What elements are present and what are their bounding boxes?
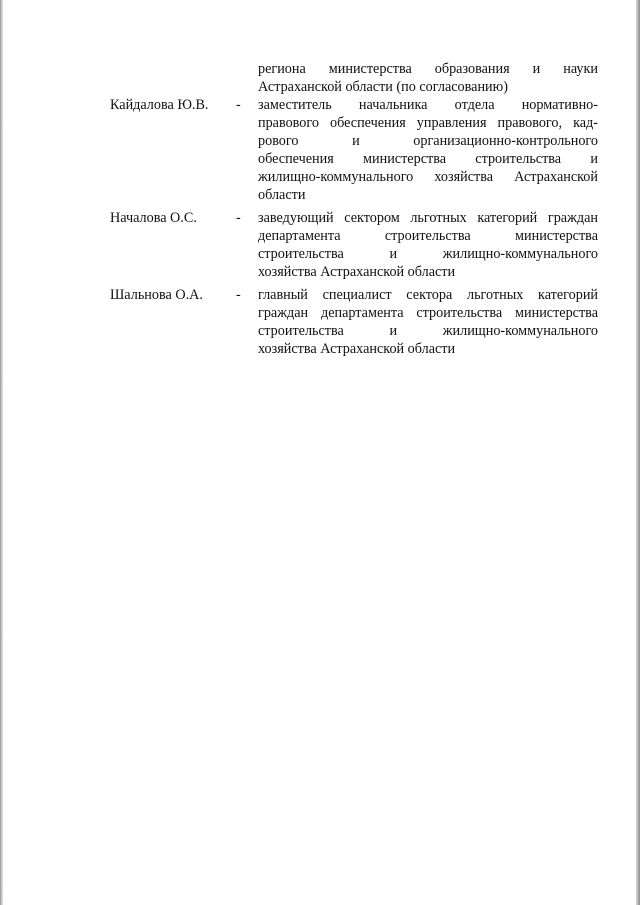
position-line: области: [258, 187, 306, 203]
position-line: хозяйства Астраханской области: [258, 264, 456, 280]
continuation-text: [258, 60, 598, 96]
member-dash: -: [236, 287, 241, 303]
member-name: Началова О.С.: [110, 210, 197, 226]
member-position: [258, 96, 598, 204]
position-line: главный специалист сектора льготных категорий: [258, 287, 598, 303]
continuation-line: региона министерства образования и науки: [258, 61, 598, 77]
position-line: строительства и жилищно-коммунального: [258, 246, 598, 262]
member-dash: -: [236, 97, 241, 113]
position-line: рового и организационно-контрольного: [258, 133, 598, 149]
member-position: [258, 286, 598, 358]
member-name: Шальнова О.А.: [110, 287, 203, 303]
position-line: хозяйства Астраханской области: [258, 341, 456, 357]
member-position: [258, 209, 598, 281]
member-name: Кайдалова Ю.В.: [110, 97, 209, 113]
position-line: граждан департамента строительства министерства: [258, 305, 598, 321]
position-line: строительства и жилищно-коммунального: [258, 323, 598, 339]
position-line: правового обеспечения управления правового, кад-: [258, 115, 598, 131]
position-line: департамента строительства министерства: [258, 228, 598, 244]
scan-edge-left: [0, 0, 3, 905]
position-line: заместитель начальника отдела нормативно-: [258, 97, 598, 113]
scan-edge-right: [636, 0, 640, 905]
member-dash: -: [236, 210, 241, 226]
position-line: заведующий сектором льготных категорий граждан: [258, 210, 598, 226]
position-line: обеспечения министерства строительства и: [258, 151, 598, 167]
position-line: жилищно-коммунального хозяйства Астраханской: [258, 169, 598, 185]
continuation-line: Астраханской области (по согласованию): [258, 79, 508, 95]
